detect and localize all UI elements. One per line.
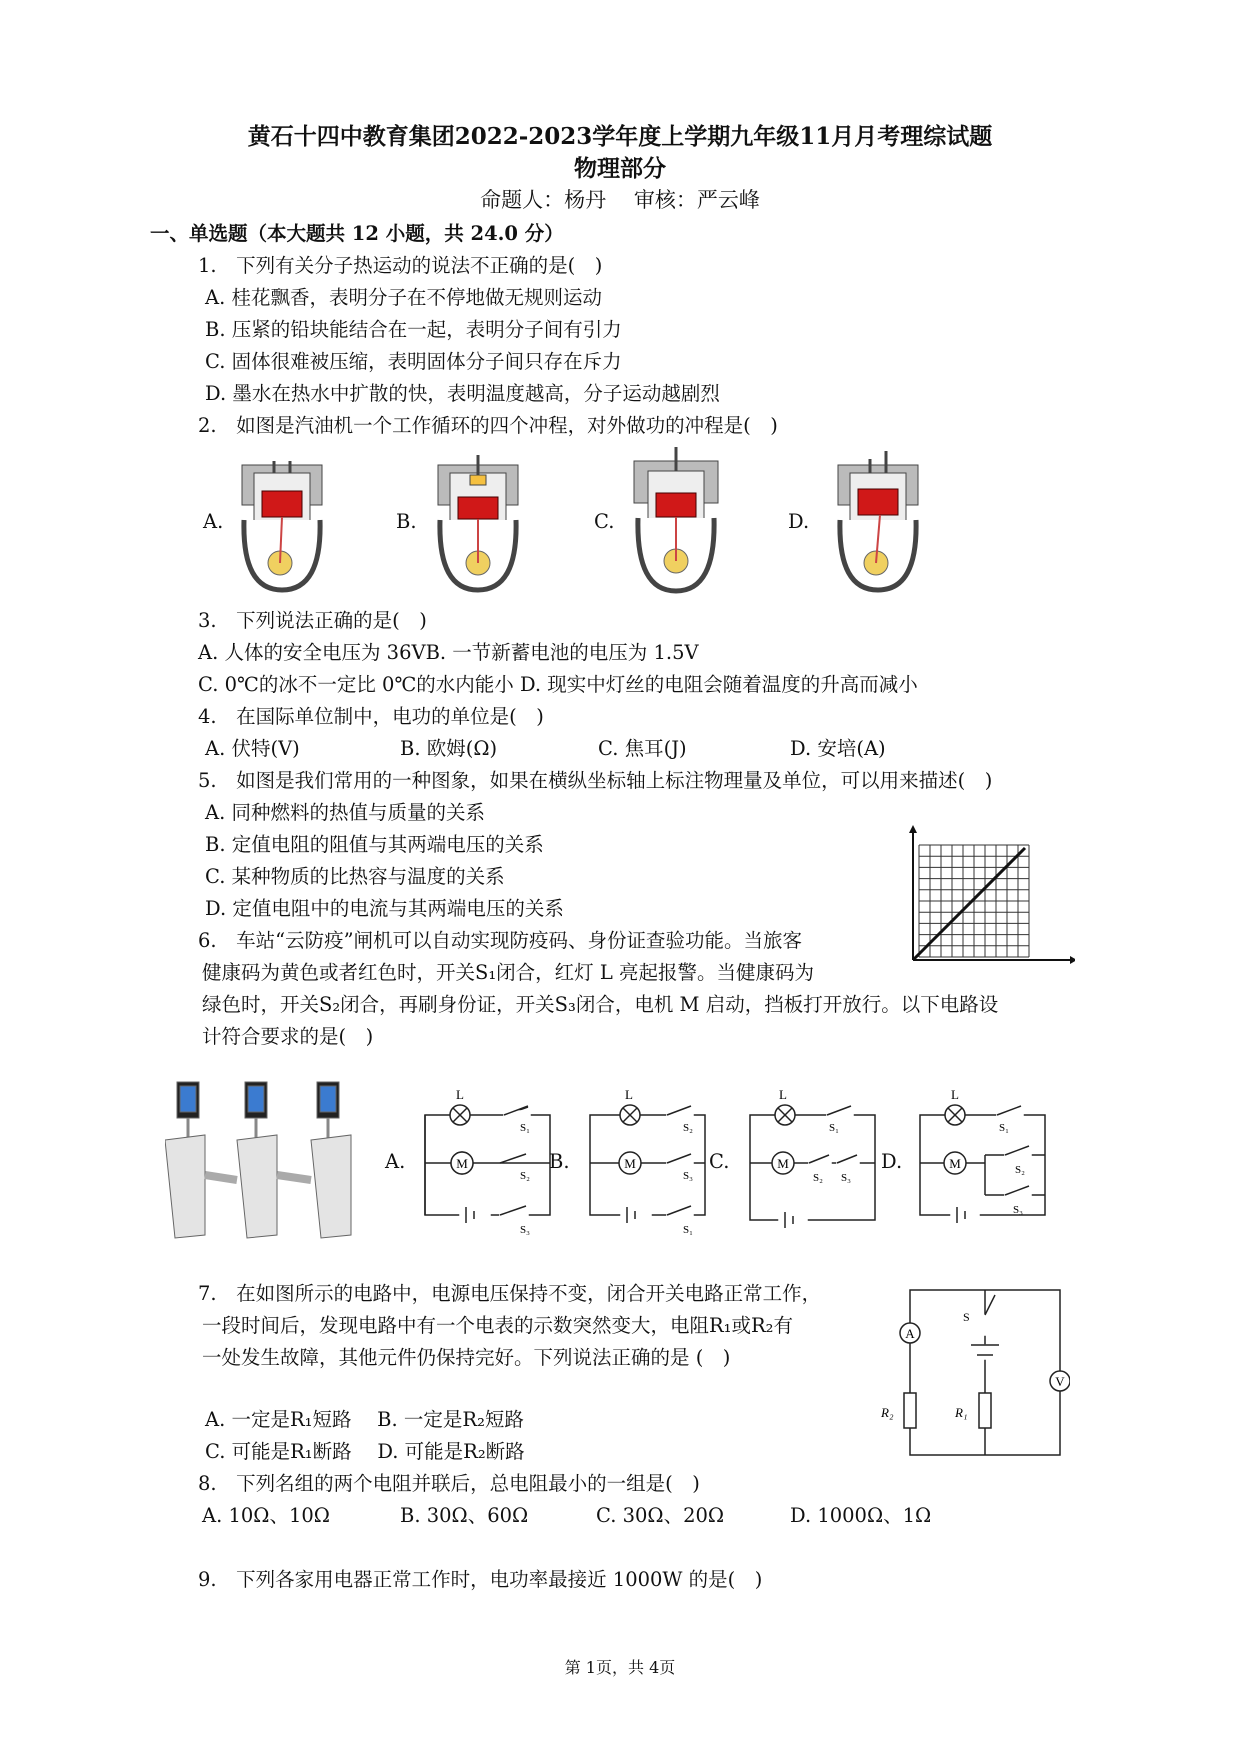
- switch-label: S₂: [683, 1122, 693, 1134]
- switch-label: S₁: [829, 1122, 839, 1134]
- q7-options-line2: C. 可能是R₁断路 D. 可能是R₂断路: [205, 1440, 525, 1463]
- switch-label: S₁: [520, 1122, 530, 1134]
- engine-figure-b: [428, 445, 528, 595]
- q4-option-b: B. 欧姆(Ω): [400, 737, 498, 760]
- voltmeter-symbol: V: [1055, 1374, 1065, 1389]
- switch-label: S₃: [683, 1170, 693, 1182]
- exam-title: 黄石十四中教育集团2022-2023学年度上学期九年级11月月考理综试题: [247, 123, 993, 150]
- q7-line1: 7. 在如图所示的电路中，电源电压保持不变，闭合开关电路正常工作，: [198, 1282, 822, 1305]
- engine-figure-a: [232, 445, 332, 595]
- lamp-symbol: L: [456, 1087, 464, 1102]
- q6-line3: 绿色时，开关S₂闭合，再刷身份证，开关S₃闭合，电机 M 启动，挡板打开放行。以下电路设: [202, 993, 999, 1016]
- q4-option-c: C. 焦耳(J): [598, 737, 687, 760]
- q1-option-a: A. 桂花飘香，表明分子在不停地做无规则运动: [205, 286, 602, 309]
- q6-circuit-a: [420, 1085, 560, 1235]
- q8-option-a: A. 10Ω、10Ω: [202, 1504, 330, 1527]
- q7-circuit-diagram: [875, 1285, 1070, 1460]
- lamp-symbol: L: [951, 1087, 959, 1102]
- q8-stem: 8. 下列名组的两个电阻并联后，总电阻最小的一组是( ): [198, 1472, 700, 1495]
- q8-option-c: C. 30Ω、20Ω: [596, 1504, 725, 1527]
- q7-line3: 一处发生故障，其他元件仍保持完好。下列说法正确的是 ( ): [202, 1346, 731, 1369]
- motor-symbol: M: [949, 1156, 961, 1171]
- q2-label-a: A.: [203, 510, 224, 533]
- q4-option-a: A. 伏特(V): [205, 737, 300, 760]
- q1-option-d: D. 墨水在热水中扩散的快，表明温度越高，分子运动越剧烈: [205, 382, 720, 405]
- q6-line2: 健康码为黄色或者红色时，开关S₁闭合，红灯 L 亮起报警。当健康码为: [202, 961, 815, 984]
- exam-authors: 命题人：杨丹 审核：严云峰: [480, 188, 760, 212]
- q6-circuit-b: [585, 1085, 715, 1235]
- q5-option-b: B. 定值电阻的阻值与其两端电压的关系: [205, 833, 544, 856]
- switch-label: S₂: [1015, 1164, 1025, 1176]
- switch-label: S₁: [683, 1224, 693, 1235]
- motor-symbol: M: [624, 1156, 636, 1171]
- q1-option-b: B. 压紧的铅块能结合在一起，表明分子间有引力: [205, 318, 622, 341]
- q6-circuit-c: [745, 1085, 885, 1235]
- q9-stem: 9. 下列各家用电器正常工作时，电功率最接近 1000W 的是( ): [198, 1568, 763, 1591]
- q5-option-c: C. 某种物质的比热容与温度的关系: [205, 865, 505, 888]
- motor-symbol: M: [456, 1156, 468, 1171]
- q2-label-c: C.: [594, 510, 615, 533]
- section-heading: 一、单选题（本大题共 12 小题，共 24.0 分）: [150, 222, 564, 245]
- q8-option-b: B. 30Ω、60Ω: [400, 1504, 529, 1527]
- q6-line4: 计符合要求的是( ): [202, 1025, 374, 1048]
- q3-options-line1: A. 人体的安全电压为 36VB. 一节新蓄电池的电压为 1.5V: [198, 641, 699, 664]
- q2-label-d: D.: [788, 510, 810, 533]
- q5-option-d: D. 定值电阻中的电流与其两端电压的关系: [205, 897, 564, 920]
- switch-label: S₃: [520, 1224, 530, 1235]
- q4-option-d: D. 安培(A): [790, 737, 886, 760]
- switch-label: S: [963, 1310, 970, 1324]
- switch-label: S₂: [520, 1170, 530, 1182]
- q6-circuit-d: [915, 1085, 1050, 1235]
- switch-label: S₁: [999, 1122, 1009, 1134]
- q6-line1: 6. 车站“云防疫”闸机可以自动实现防疫码、身份证查验功能。当旅客: [198, 929, 803, 952]
- q6-label-c: C.: [709, 1150, 730, 1173]
- q1-option-c: C. 固体很难被压缩，表明固体分子间只存在斥力: [205, 350, 622, 373]
- q5-stem: 5. 如图是我们常用的一种图象，如果在横纵坐标轴上标注物理量及单位，可以用来描述( ): [198, 769, 993, 792]
- exam-subtitle: 物理部分: [574, 155, 666, 182]
- q6-label-b: B.: [549, 1150, 570, 1173]
- lamp-symbol: L: [625, 1087, 633, 1102]
- q7-options-line1: A. 一定是R₁短路 B. 一定是R₂短路: [205, 1408, 524, 1431]
- q1-stem: 1. 下列有关分子热运动的说法不正确的是( ): [198, 254, 603, 277]
- engine-figure-c: [626, 443, 726, 595]
- lamp-symbol: L: [779, 1087, 787, 1102]
- r2-label: R₂: [881, 1405, 894, 1420]
- engine-figure-d: [828, 445, 928, 595]
- switch-label: S₃: [1013, 1204, 1023, 1216]
- motor-symbol: M: [777, 1156, 789, 1171]
- q2-label-b: B.: [396, 510, 417, 533]
- page-footer: 第 1页，共 4页: [564, 1658, 676, 1677]
- q3-stem: 3. 下列说法正确的是( ): [198, 609, 427, 632]
- q5-linear-graph: [905, 825, 1075, 965]
- r1-label: R₁: [955, 1405, 968, 1420]
- turnstile-gates-picture: [165, 1080, 365, 1240]
- q2-stem: 2. 如图是汽油机一个工作循环的四个冲程，对外做功的冲程是( ): [198, 414, 778, 437]
- q6-label-a: A.: [385, 1150, 406, 1173]
- q5-option-a: A. 同种燃料的热值与质量的关系: [205, 801, 485, 824]
- switch-label: S₃: [841, 1172, 851, 1184]
- q6-label-d: D.: [881, 1150, 903, 1173]
- switch-label: S₂: [813, 1172, 823, 1184]
- q3-options-line2: C. 0℃的冰不一定比 0℃的水内能小 D. 现实中灯丝的电阻会随着温度的升高而减小: [198, 673, 918, 696]
- q8-option-d: D. 1000Ω、1Ω: [790, 1504, 932, 1527]
- q4-stem: 4. 在国际单位制中，电功的单位是( ): [198, 705, 544, 728]
- ammeter-symbol: A: [905, 1326, 915, 1341]
- q7-line2: 一段时间后，发现电路中有一个电表的示数突然变大，电阻R₁或R₂有: [202, 1314, 793, 1337]
